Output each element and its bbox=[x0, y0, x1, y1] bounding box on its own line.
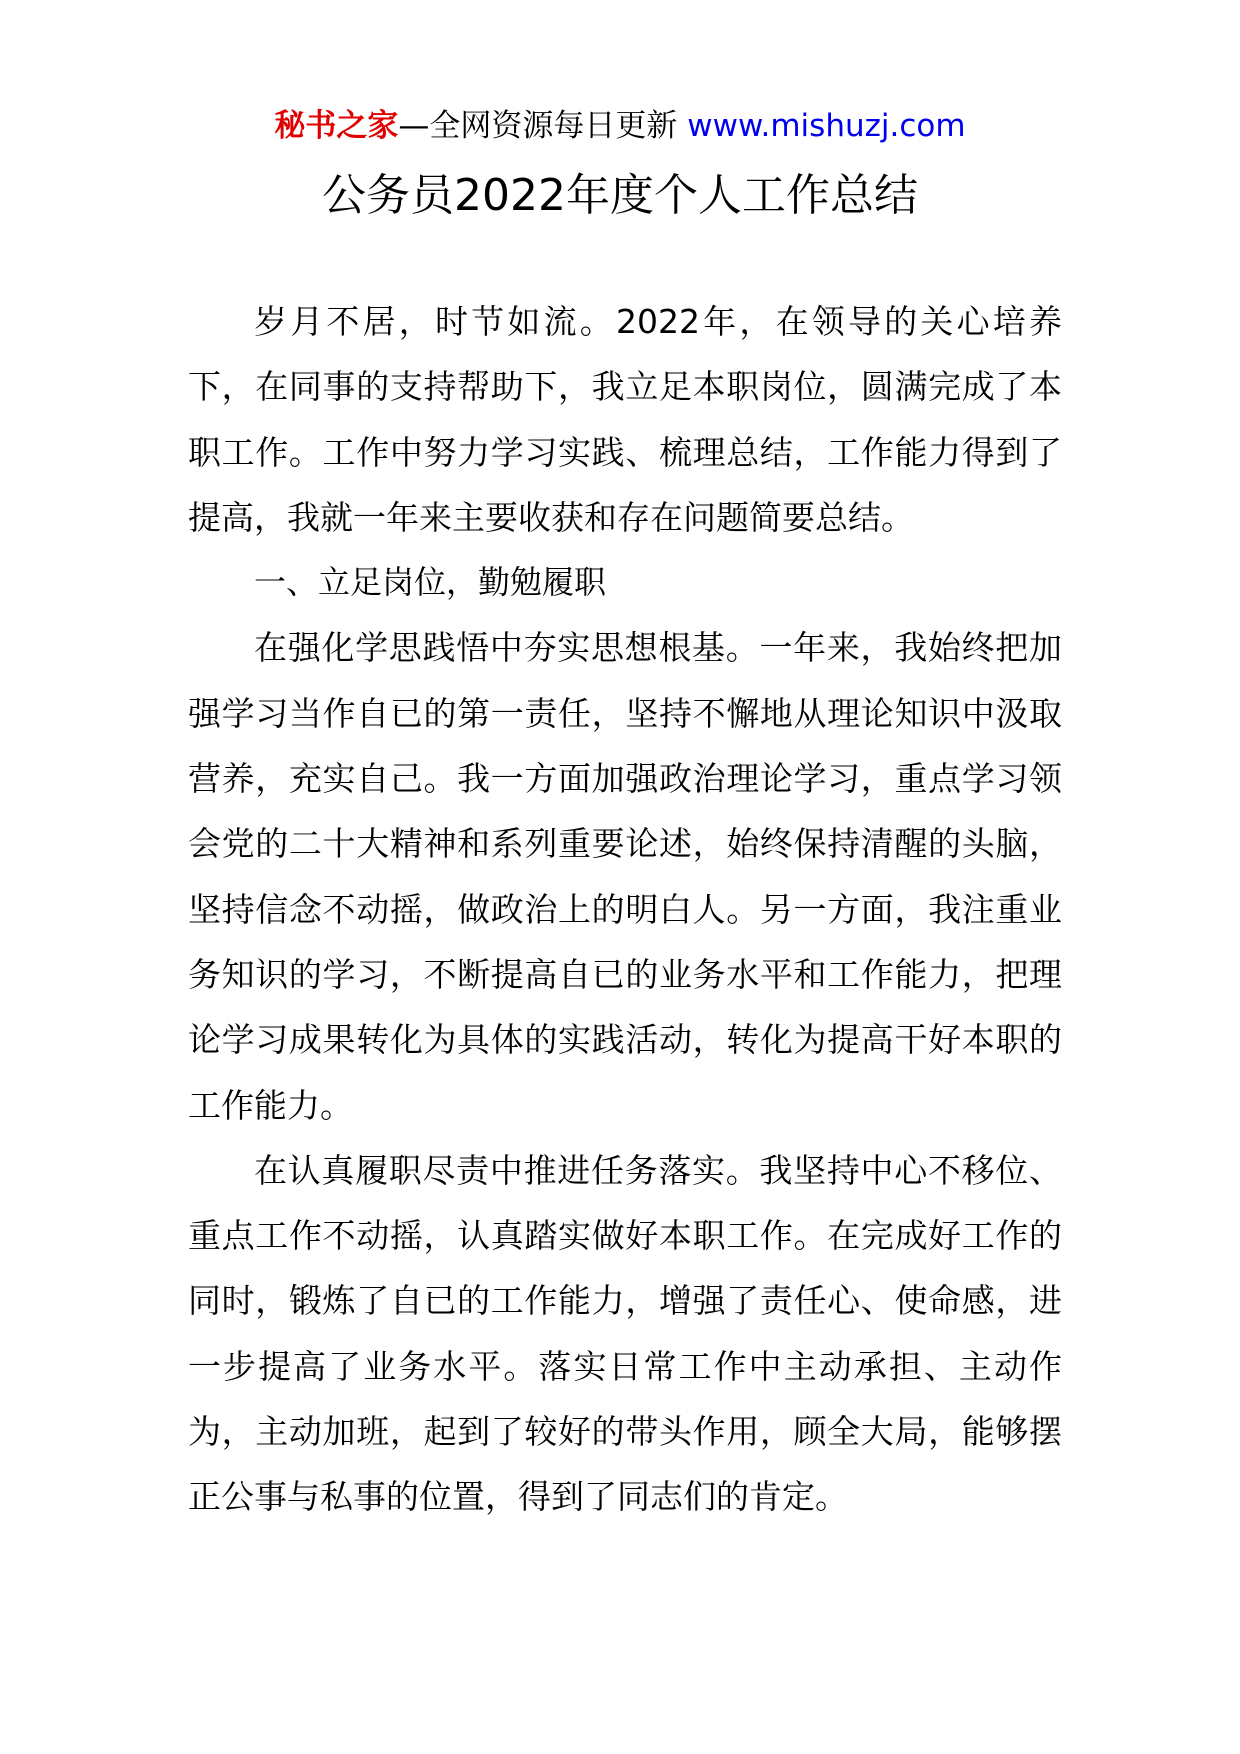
section-heading: 一、立足岗位，勤勉履职 bbox=[254, 563, 607, 602]
body-paragraph: 在强化学思践悟中夯实思想根基。一年来，我始终把加强学习当作自已的第一责任，坚持不懈地从理论知识中汲取营养，充实自己。我一方面加强政治理论学习，重点学习领会党的二十大精神和系列重要论述，始终保持清醒的头脑，坚持信念不动摇，做政治上的明白人。另一方面，我注重业务知识的学习，不断提高自已的业务水平和工作能力，把理论学习成果转化为具体的实践活动，转化为提高干好本职的工作能力。 bbox=[188, 628, 1062, 1125]
header-slogan: —全网资源每日更新 bbox=[398, 108, 678, 144]
site-header bbox=[0, 104, 1240, 148]
document-body bbox=[188, 289, 1062, 1530]
intro-paragraph: 岁月不居，时节如流。2022年，在领导的关心培养下，在同事的支持帮助下，我立足本职岗位，圆满完成了本职工作。工作中努力学习实践、梳理总结，工作能力得到了提高，我就一年来主要收获和存在问题简要总结。 bbox=[188, 302, 1062, 537]
body-paragraph: 在认真履职尽责中推进任务落实。我坚持中心不移位、重点工作不动摇，认真踏实做好本职工作。在完成好工作的同时，锻炼了自已的工作能力，增强了责任心、使命感，进一步提高了业务水平。落实日常工作中主动承担、主动作为，主动加班，起到了较好的带头作用，顾全大局，能够摆正公事与私事的位置，得到了同志们的肯定。 bbox=[188, 1150, 1062, 1517]
document-title: 公务员2022年度个人工作总结 bbox=[322, 170, 918, 221]
site-url-link[interactable]: www.mishuzj.com bbox=[687, 108, 966, 144]
brand-name: 秘书之家 bbox=[274, 108, 399, 144]
